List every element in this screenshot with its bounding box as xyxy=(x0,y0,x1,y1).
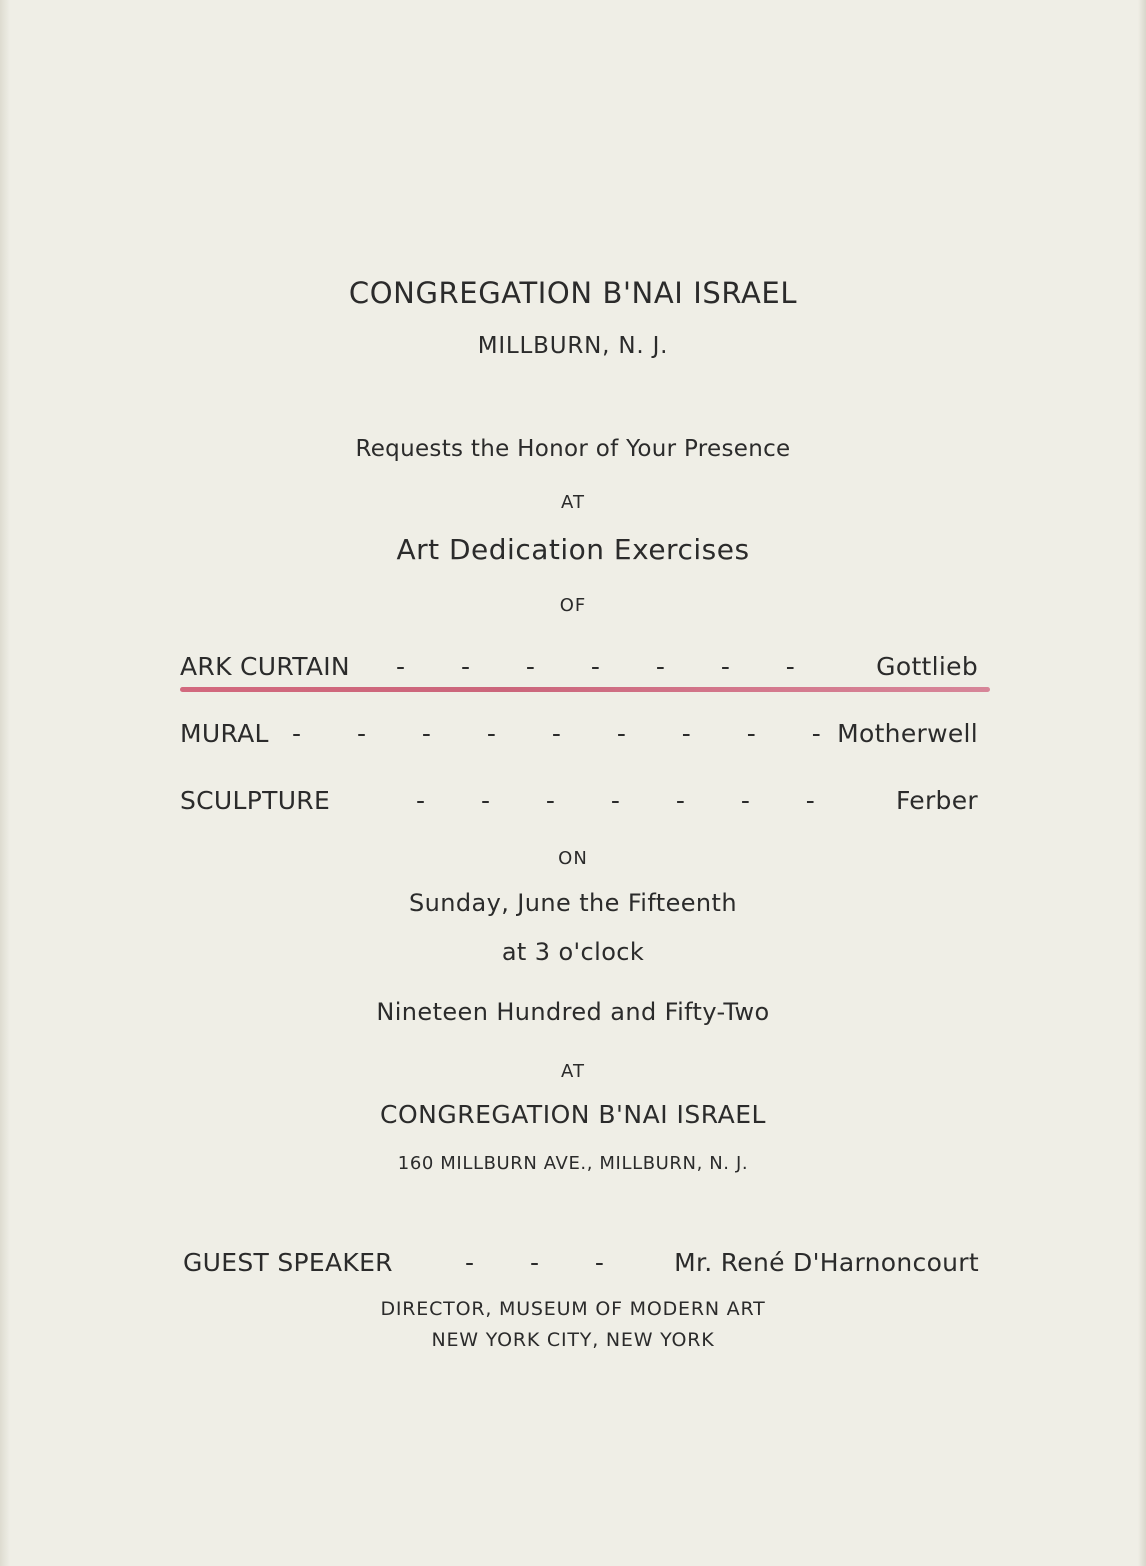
work-label: ARK CURTAIN xyxy=(180,652,350,681)
speaker-title-line-2: NEW YORK CITY, NEW YORK xyxy=(431,1329,715,1351)
work-label: MURAL xyxy=(180,719,269,748)
event-title: Art Dedication Exercises xyxy=(396,533,750,566)
details-at: AT xyxy=(561,1061,585,1082)
details-on: ON xyxy=(558,848,588,869)
leader-dashes: - - - - - - - - - xyxy=(292,719,821,748)
invitation-at: AT xyxy=(561,492,585,513)
speaker-name: Mr. René D'Harnoncourt xyxy=(674,1248,979,1277)
event-date: Sunday, June the Fifteenth xyxy=(409,889,737,917)
header-title: CONGREGATION B'NAI ISRAEL xyxy=(348,276,798,310)
work-row-ark-curtain xyxy=(180,652,978,686)
guest-speaker-row xyxy=(183,1248,979,1282)
work-row-sculpture xyxy=(180,786,978,820)
speaker-title-line-1: DIRECTOR, MUSEUM OF MODERN ART xyxy=(380,1298,766,1320)
work-artist: Gottlieb xyxy=(876,652,978,681)
leader-dashes: - - - xyxy=(465,1248,604,1277)
work-artist: Motherwell xyxy=(837,719,978,748)
leader-dashes: - - - - - - - xyxy=(416,786,815,815)
leader-dashes: - - - - - - - xyxy=(396,652,795,681)
event-time: at 3 o'clock xyxy=(501,938,645,966)
invitation-request: Requests the Honor of Your Presence xyxy=(355,436,791,462)
speaker-label: GUEST SPEAKER xyxy=(183,1248,393,1277)
header-location: MILLBURN, N. J. xyxy=(477,333,669,359)
invitation-of: OF xyxy=(559,595,587,616)
work-row-mural xyxy=(180,719,978,753)
work-artist: Ferber xyxy=(895,786,978,815)
red-pencil-underline xyxy=(180,687,990,692)
work-label: SCULPTURE xyxy=(180,786,331,815)
venue-name: CONGREGATION B'NAI ISRAEL xyxy=(380,1100,766,1129)
event-year: Nineteen Hundred and Fifty-Two xyxy=(376,998,770,1026)
venue-address: 160 MILLBURN AVE., MILLBURN, N. J. xyxy=(397,1153,749,1174)
